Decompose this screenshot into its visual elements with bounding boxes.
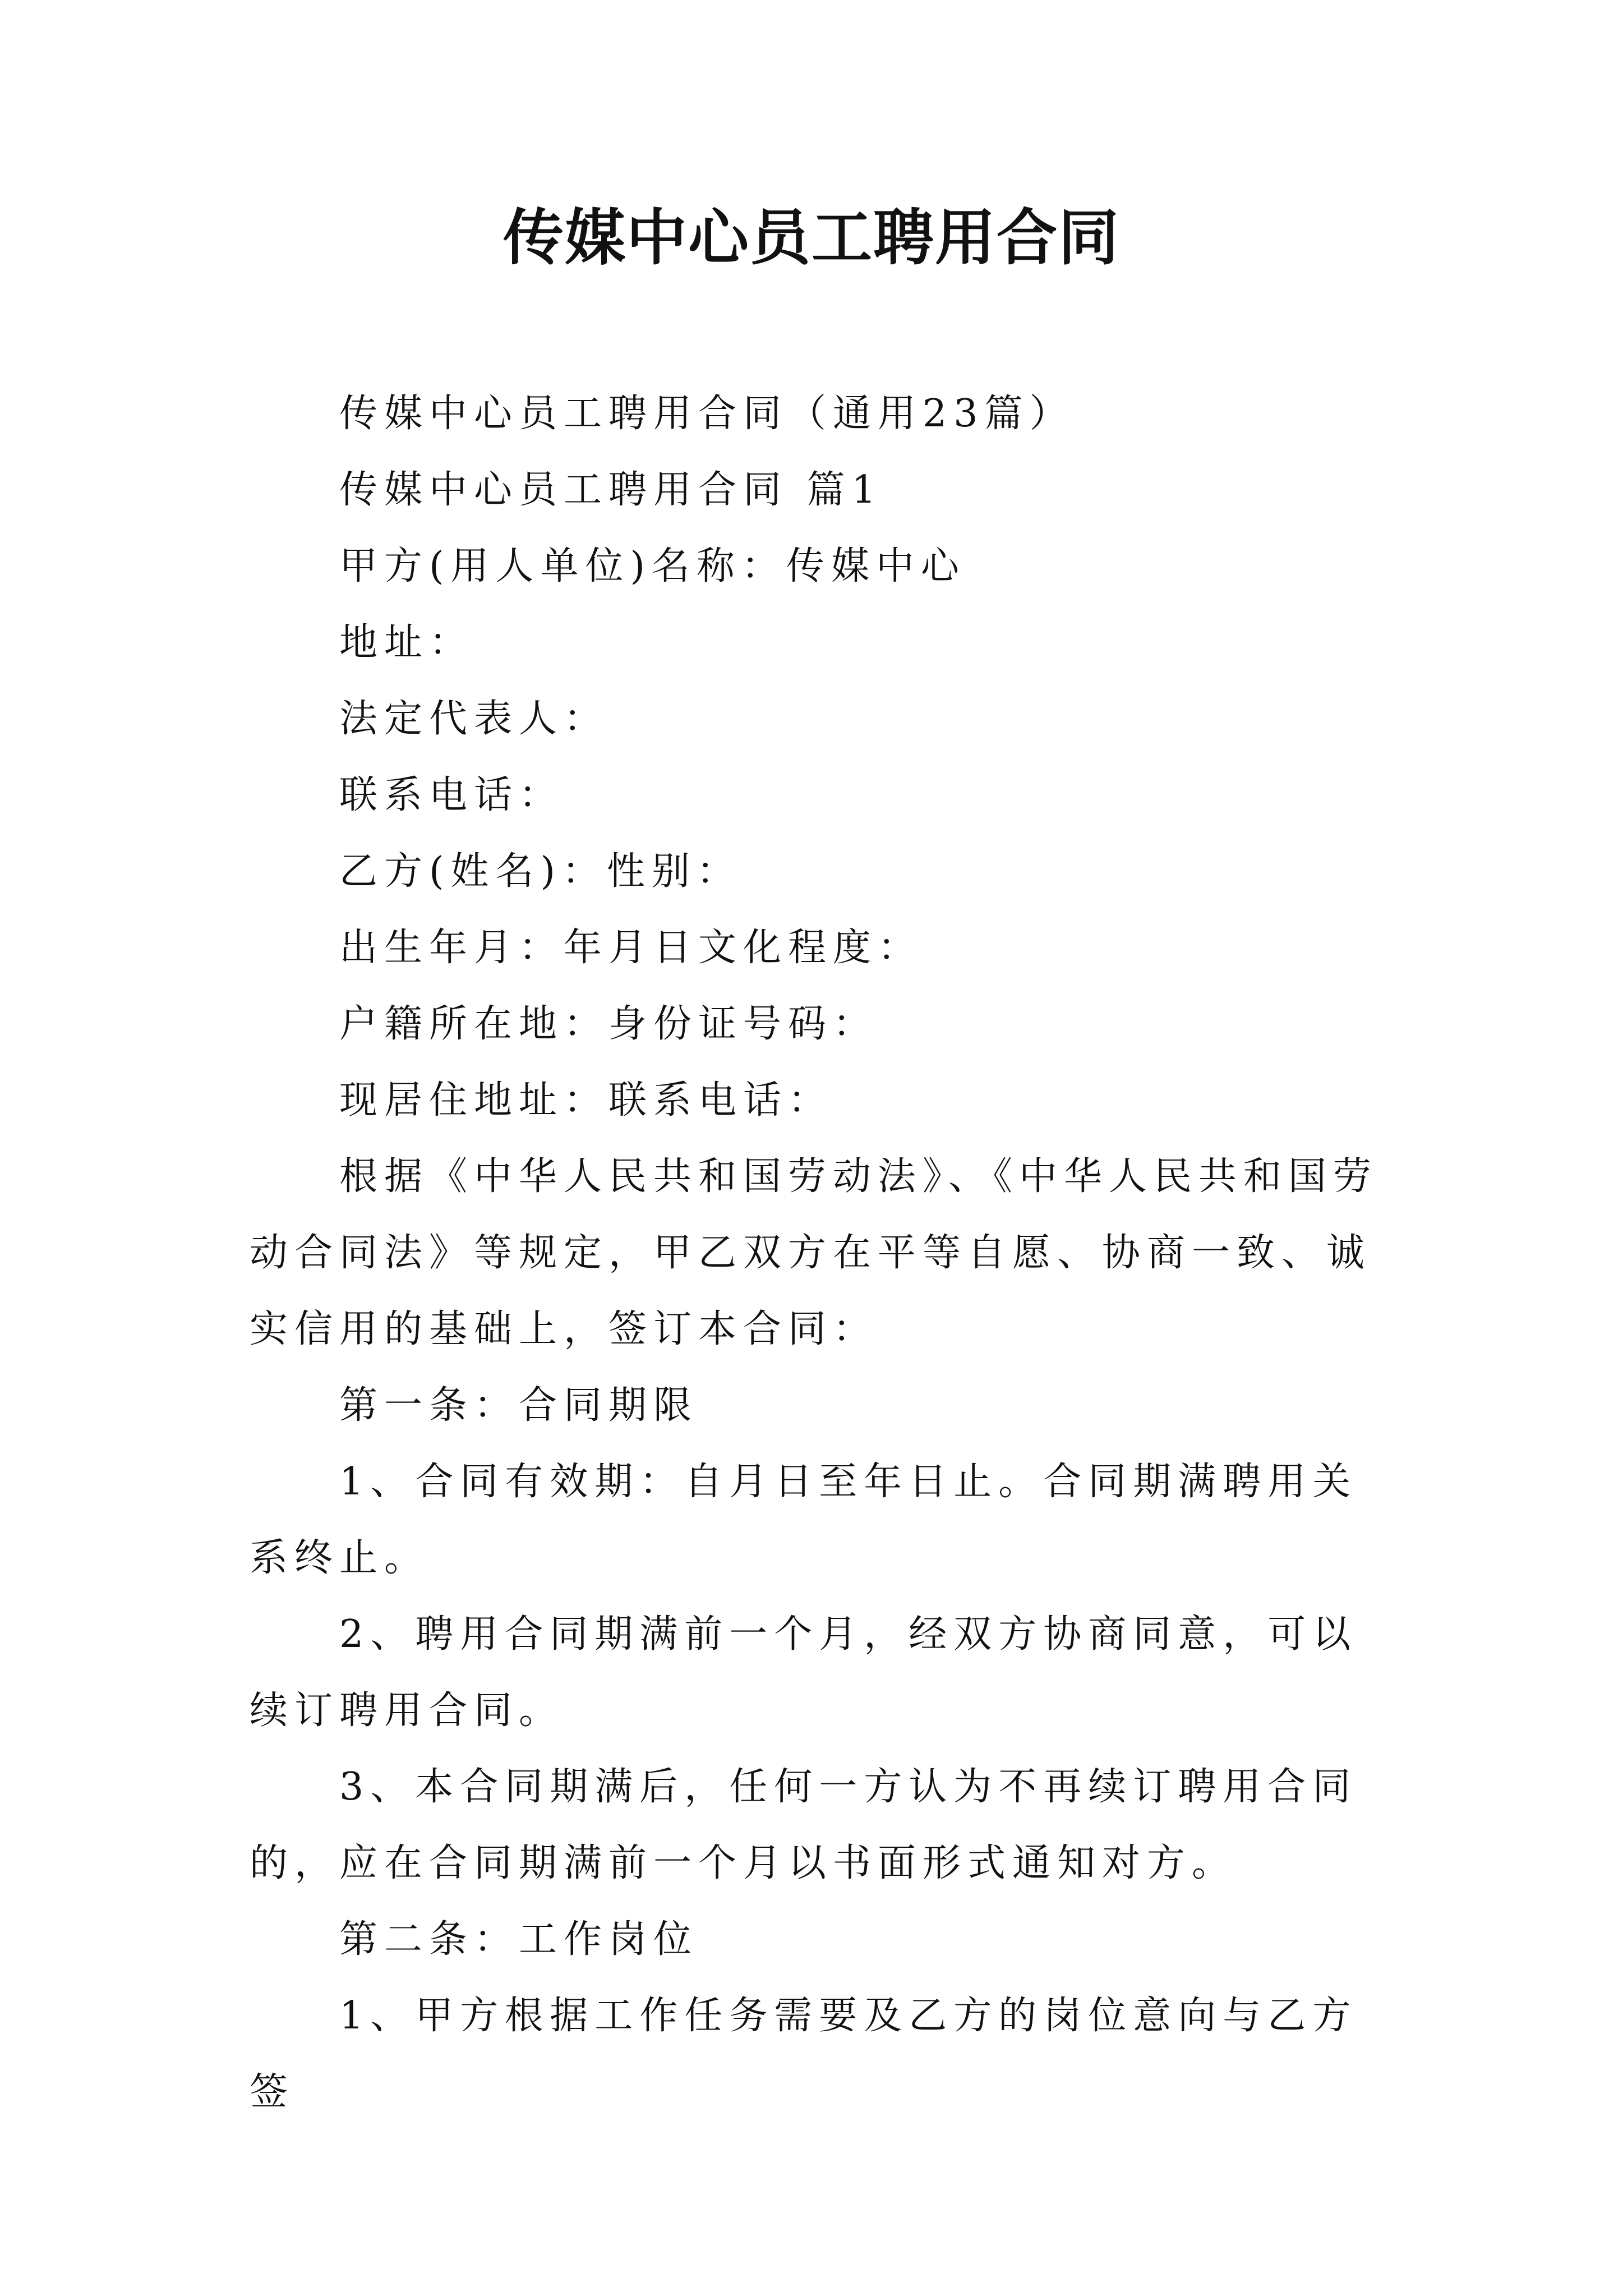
birth-education-field: 出生年月：年月日文化程度： [339, 926, 923, 970]
article-1-clause-3: 3、本合同期满后，任何一方认为不再续订聘用合同的，应在合同期满前一个月以书面形式通知对方。 [250, 1765, 1358, 1885]
document-title: 传媒中心员工聘用合同 [502, 203, 1120, 273]
party-a-name: 甲方(用人单位)名称：传媒中心 [339, 544, 966, 588]
article-1-clause-2: 2、聘用合同期满前一个月，经双方协商同意，可以续订聘用合同。 [250, 1612, 1358, 1733]
household-id-field: 户籍所在地：身份证号码： [339, 1002, 878, 1046]
article-1-heading: 第一条：合同期限 [339, 1383, 699, 1428]
document-body [250, 376, 1399, 2131]
article-2-clause-1: 1、甲方根据工作任务需要及乙方的岗位意向与乙方签 [250, 1994, 1358, 2114]
legal-representative-field: 法定代表人： [339, 697, 609, 741]
article-1-clause-1: 1、合同有效期：自月日至年日止。合同期满聘用关系终止。 [250, 1460, 1358, 1580]
residence-phone-field: 现居住地址：联系电话： [339, 1078, 833, 1122]
section-heading: 传媒中心员工聘用合同 篇1 [339, 468, 883, 512]
phone-field: 联系电话： [339, 773, 564, 817]
subtitle-line: 传媒中心员工聘用合同（通用23篇） [339, 392, 1075, 436]
preamble-paragraph: 根据《中华人民共和国劳动法》、《中华人民共和国劳动合同法》等规定，甲乙双方在平等自愿、协商一致、诚实信用的基础上，签订本合同： [250, 1154, 1378, 1351]
address-field: 地址： [339, 620, 474, 665]
article-2-heading: 第二条：工作岗位 [339, 1917, 699, 1962]
party-b-name-gender: 乙方(姓名)：性别： [339, 849, 742, 894]
